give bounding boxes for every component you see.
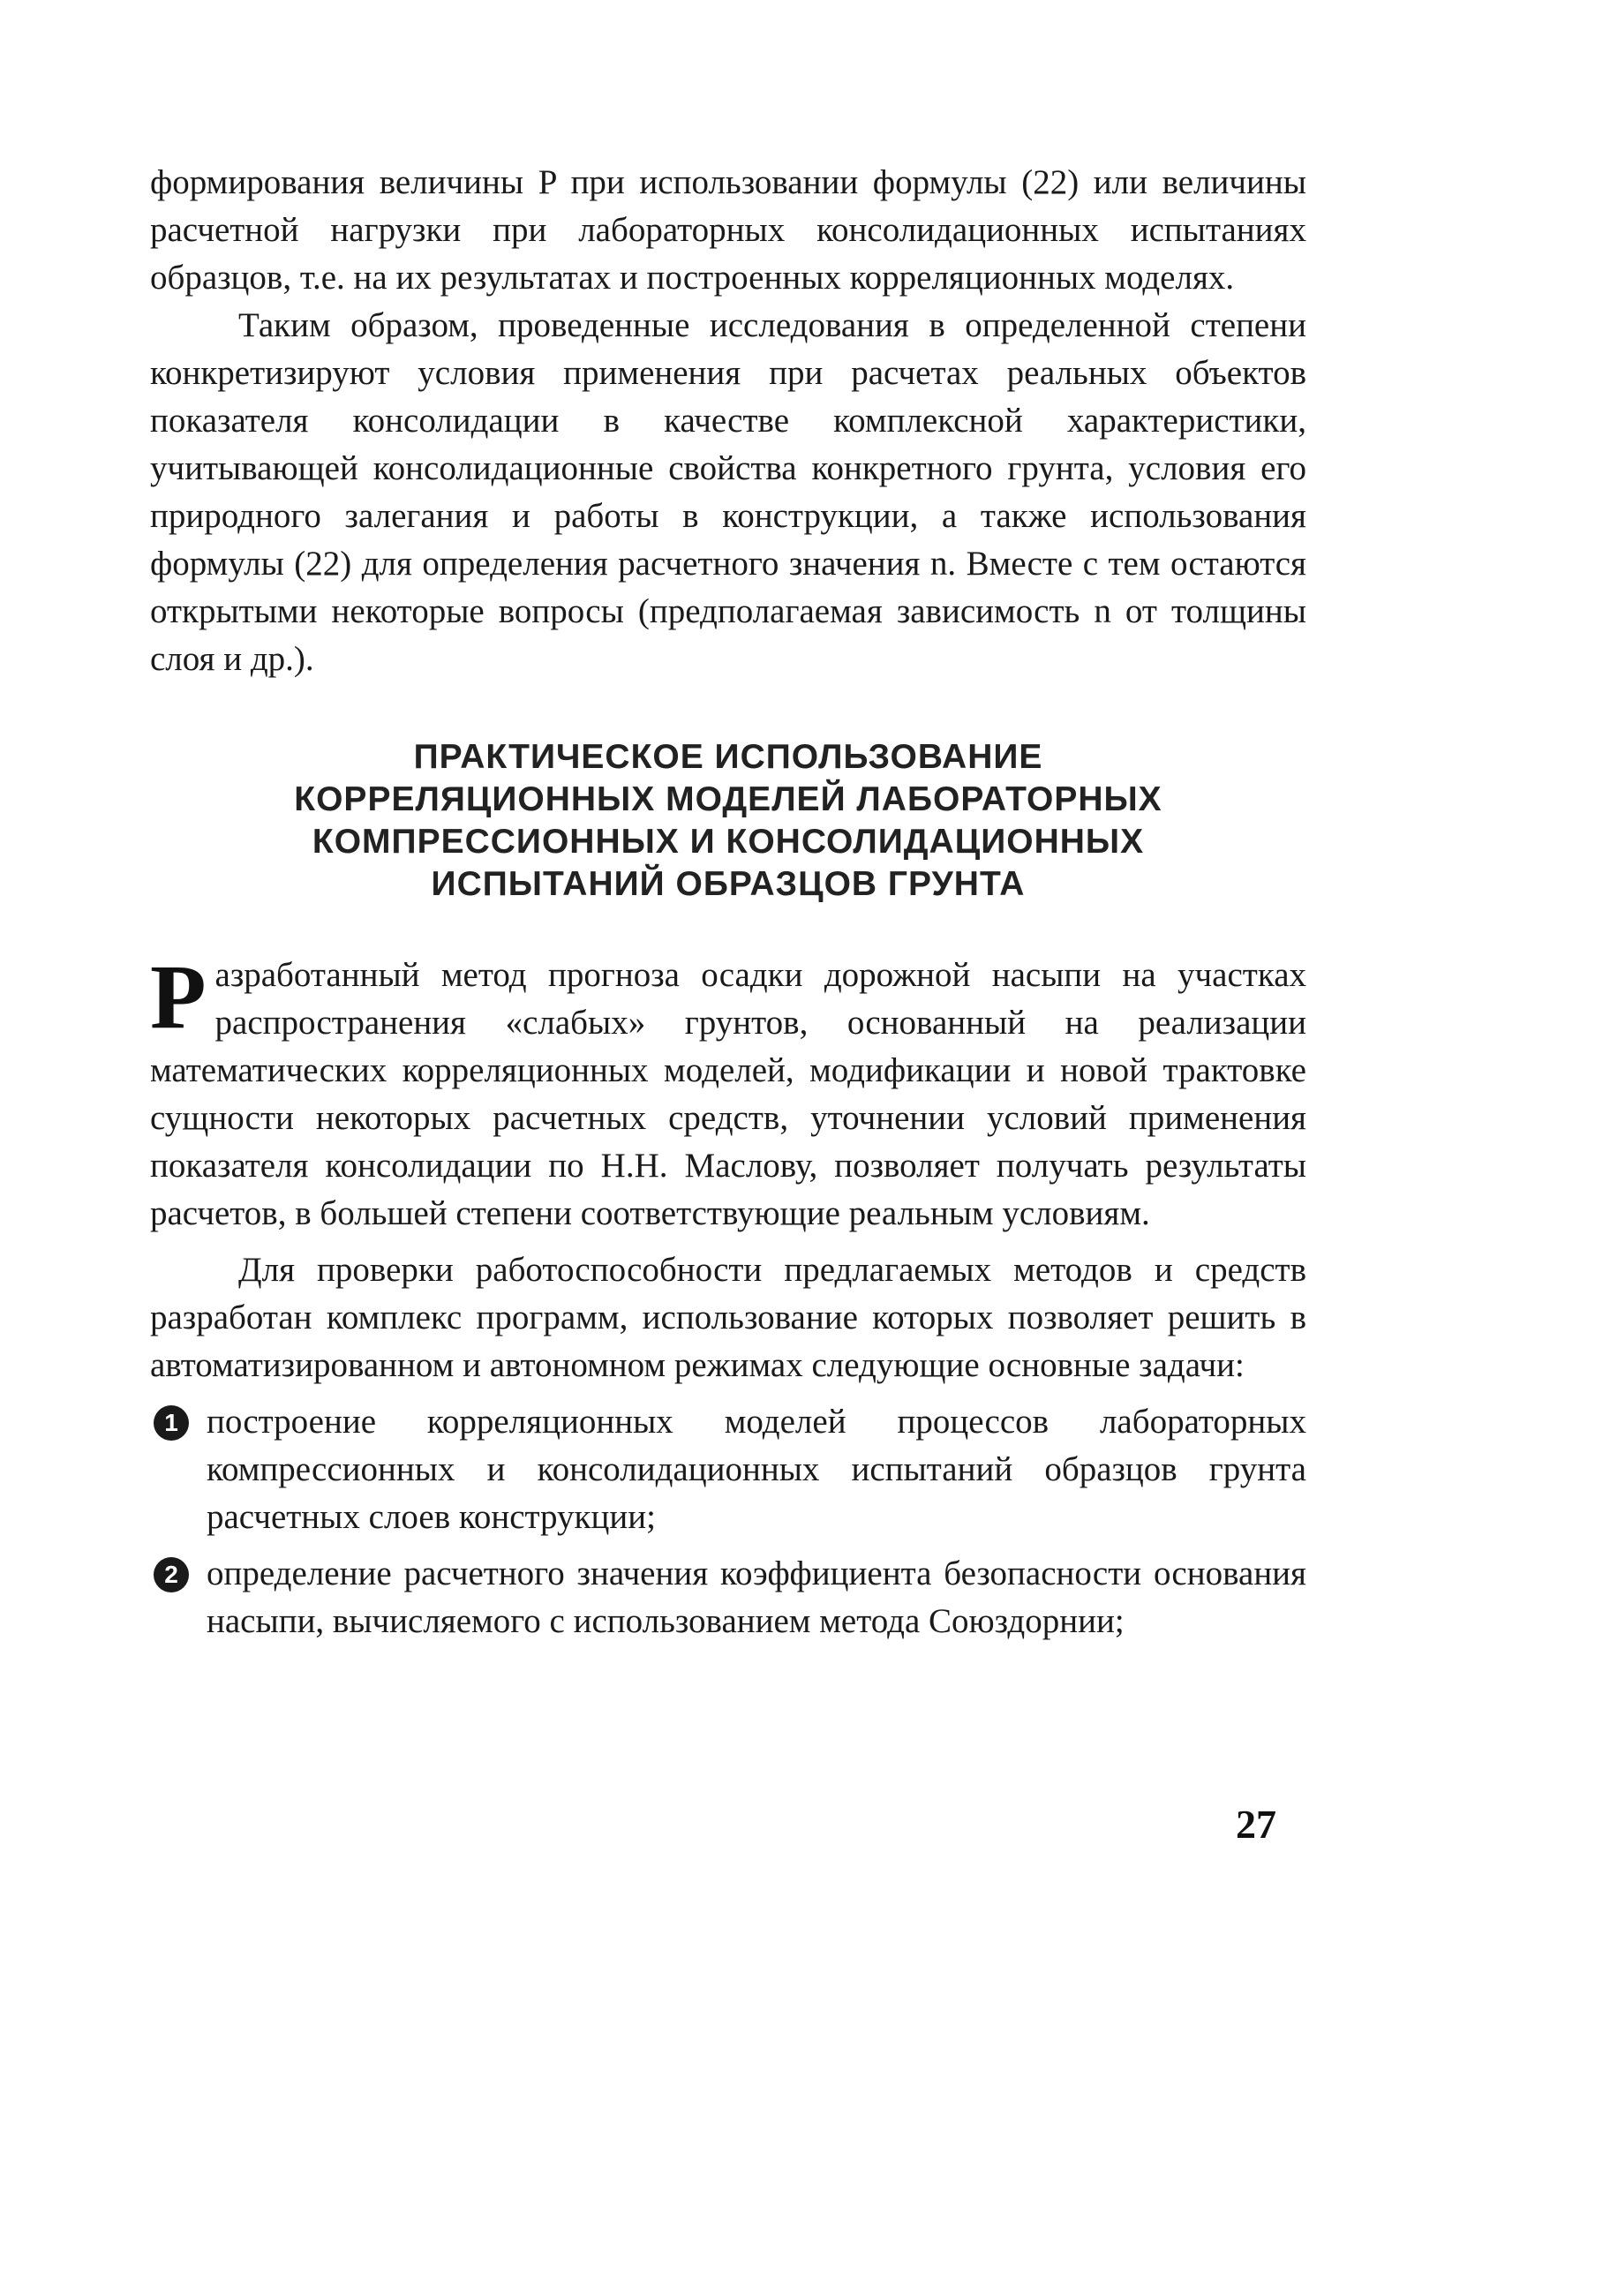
list-item	[150, 1550, 1306, 1645]
paragraph-conclusion: Таким образом, проведенные исследования в определенной степени конкретизируют условия применения при расчетах реальных объектов показателя консолидации в качестве комплексной характеристики, учитывающей консолидационные свойства конкретного грунта, условия его природного залегания и работы в конструкции, а также использования формулы (22) для определения расчетного значения n. Вместе с тем остаются открытыми некоторые вопросы (предполагаемая зависимость n от толщины слоя и др.).	[150, 306, 1306, 678]
section-heading-line-3: КОМПРЕССИОННЫХ И КОНСОЛИДАЦИОННЫХ	[312, 823, 1145, 861]
section-heading-line-4: ИСПЫТАНИЙ ОБРАЗЦОВ ГРУНТА	[431, 865, 1026, 903]
paragraph-tasks: Для проверки работоспособности предлагаемых методов и средств разработан комплекс программ, использование которых позволяет решить в автоматизированном и автономном режимах следующие основные задачи:	[150, 1251, 1306, 1384]
numbered-bullet-1-icon: 1	[154, 1405, 189, 1441]
paragraph-method-text: азработанный метод прогноза осадки дорожной насыпи на участках распространения «слабых» грунтов, основанный на реализации математических корреляционных моделей, модификации и новой трактовке сущности некоторых расчетных средств, уточнении условий применения показателя консолидации по Н.Н. Маслову, позволяет получать результаты расчетов, в большей степени соответствующие реальным условиям.	[150, 956, 1306, 1232]
list-item-text: определение расчетного значения коэффициента безопасности основания насыпи, вычисляемого с использованием метода Союздорнии;	[207, 1555, 1306, 1640]
numbered-bullet-2-icon: 2	[154, 1557, 189, 1592]
paragraph-continuation: формирования величины P при использовании формулы (22) или величины расчетной нагрузки при лабораторных консолидационных испытаниях образцов, т.е. на их результатах и построенных корреляционных моделях.	[150, 163, 1306, 297]
page-body	[150, 159, 1306, 1651]
section-heading-line-1: ПРАКТИЧЕСКОЕ ИСПОЛЬЗОВАНИЕ	[413, 738, 1043, 776]
paragraph-method	[150, 946, 1306, 1238]
drop-cap-letter: Р	[150, 946, 207, 1048]
page-number: 27	[1236, 1802, 1276, 1847]
section-heading-line-2: КОРРЕЛЯЦИОННЫХ МОДЕЛЕЙ ЛАБОРАТОРНЫХ	[294, 780, 1162, 818]
list-item-text: построение корреляционных моделей процессов лабораторных компрессионных и консолидационных испытаний образцов грунта расчетных слоев конструкции;	[207, 1403, 1306, 1536]
section-heading	[150, 736, 1306, 906]
list-item	[150, 1398, 1306, 1541]
